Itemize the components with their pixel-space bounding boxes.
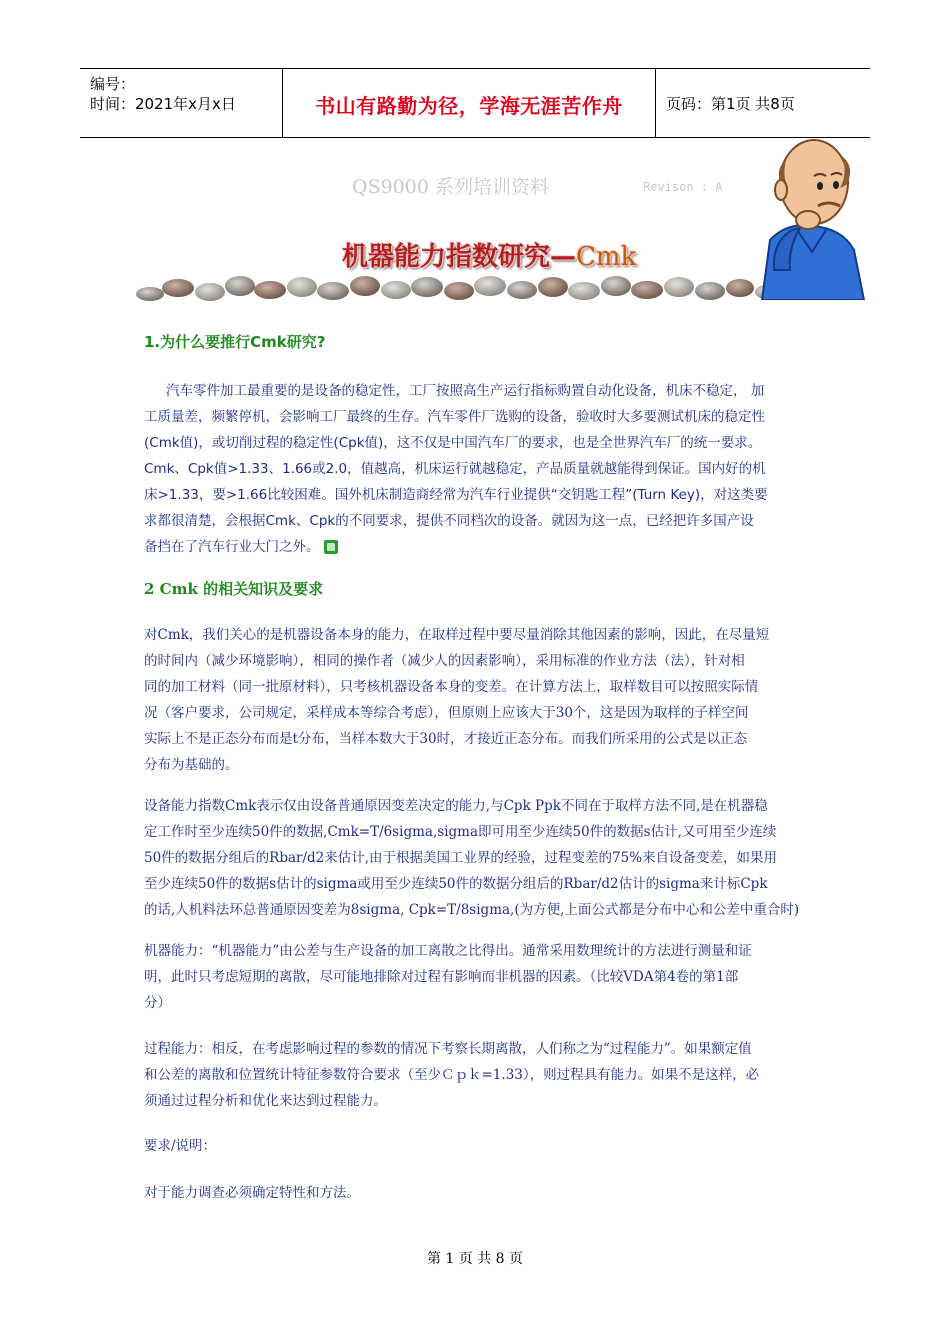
pebble-divider: [130, 268, 780, 304]
revision-label: Revison : A: [643, 180, 723, 194]
body-line: 50件的数据分组后的Rbar/d2来估计,由于根据美国工业界的经验，过程变差的75%来自设备变差，如果用: [144, 850, 778, 866]
section1-line: Cmk、Cpk值>1.33、1.66或2.0，值越高，机床运行就越稳定，产品质量就越能得到保证。国内好的机: [144, 461, 766, 477]
body-line: 的话,人机料法环总普通原因变差为8sigma, Cpk=T/8sigma,(为方便,上面公式都是分布中心和公差中重合时): [144, 902, 800, 918]
body-line: 况（客户要求，公司规定，采样成本等综合考虑），但原则上应该大于30个，这是因为取样的子样空间: [144, 705, 749, 721]
body-line: 设备能力指数Cmk表示仅由设备普通原因变差决定的能力,与Cpk Ppk不同在于取样方法不同,是在机器稳: [144, 798, 768, 814]
section2-paragraph-4: [144, 1036, 808, 1114]
requirement-text: 对于能力调查必须确定特性和方法。: [144, 1185, 360, 1201]
body-line: 明，此时只考虑短期的离散，尽可能地排除对过程有影响而非机器的因素。（比较VDA第4卷的第1部: [144, 969, 739, 985]
motto: 书山有路勤为径，学海无涯苦作舟: [315, 94, 623, 118]
header-right-cell: [656, 69, 870, 137]
section2-paragraph-3: [144, 938, 808, 1016]
section2-paragraph-1: [144, 622, 808, 778]
section1-line: (Cmk值)，或切削过程的稳定性(Cpk值)，这不仅是中国汽车厂的要求，也是全世界汽车厂的统一要求。: [144, 435, 762, 451]
header-middle-cell: [282, 69, 656, 137]
requirement-label: 要求/说明：: [144, 1138, 217, 1154]
body-line: 的时间内（减少环境影响），相同的操作者（减少人的因素影响），采用标准的作业方法（法），针对相: [144, 653, 745, 669]
body-line: 过程能力：相反，在考虑影响过程的参数的情况下考察长期离散，人们称之为“过程能力”。如果额定值: [144, 1041, 752, 1057]
series-title: QS9000 系列培训资料: [352, 176, 549, 198]
section1-line: 求都很清楚，会根据Cmk、Cpk的不同要求，提供不同档次的设备。就因为这一点，已经把许多国产设: [144, 513, 754, 529]
section2-paragraph-2: [144, 793, 808, 923]
section1-line: 床>1.33，要>1.66比较困难。国外机床制造商经常为汽车行业提供“交钥匙工程”(Turn Key)，对这类要: [144, 487, 768, 503]
body-line: 机器能力：“机器能力”由公差与生产设备的加工离散之比得出。通常采用数理统计的方法进行测量和证: [144, 943, 752, 959]
paperclip-icon[interactable]: [324, 540, 338, 554]
section1-line: 汽车零件加工最重要的是设备的稳定性，工厂按照高生产运行指标购置自动化设备，机床不稳定， 加: [166, 383, 765, 399]
page-number-label: 页码：第1页 共8页: [666, 95, 795, 113]
header-left-cell: [80, 69, 282, 137]
body-line: 至少连续50件的数据s估计的sigma或用至少连续50件的数据分组后的Rbar/d2估计的sigma来计标Cpk: [144, 876, 768, 892]
time-label: 时间：2021年x月x日: [90, 95, 236, 113]
page-footer: 第 1 页 共 8 页: [426, 1251, 524, 1267]
cartoon-thinking-man: [742, 130, 872, 300]
body-line: 分）: [144, 995, 171, 1011]
body-line: 定工作时至少连续50件的数据,Cmk=T/6sigma,sigma即可用至少连续50件的数据s估计,又可用至少连续: [144, 824, 777, 840]
section1-line: 备挡在了汽车行业大门之外。: [144, 534, 808, 560]
body-line: 实际上不是正态分布而是t分布，当样本数大于30时，才接近正态分布。而我们所采用的公式是以正态: [144, 731, 748, 747]
body-line: 和公差的离散和位置统计特征参数符合要求（至少Ｃｐｋ=1.33），则过程具有能力。如果不是这样，必: [144, 1067, 760, 1083]
body-line: 须通过过程分析和优化来达到过程能力。: [144, 1093, 387, 1109]
body-line: 同的加工材料（同一批原材料），只考核机器设备本身的变差。在计算方法上，取样数目可以按照实际情: [144, 679, 759, 695]
section2-heading: 2 Cmk 的相关知识及要求: [144, 580, 324, 598]
header-table: [80, 68, 870, 138]
main-title-cmk: Cmk: [576, 242, 637, 272]
body-line: 分布为基础的。: [144, 757, 239, 773]
section1-heading: 1.为什么要推行Cmk研究?: [144, 333, 326, 351]
section1-paragraph: [144, 378, 808, 560]
number-label: 编号：: [90, 75, 136, 93]
body-line: 对Cmk，我们关心的是机器设备本身的能力，在取样过程中要尽量消除其他因素的影响，因此，在尽量短: [144, 627, 770, 643]
main-title-cn: 机器能力指数研究—: [342, 242, 577, 272]
section1-line: 工质量差，频繁停机，会影响工厂最终的生存。汽车零件厂选购的设备，验收时大多要测试机床的稳定性: [144, 409, 765, 425]
